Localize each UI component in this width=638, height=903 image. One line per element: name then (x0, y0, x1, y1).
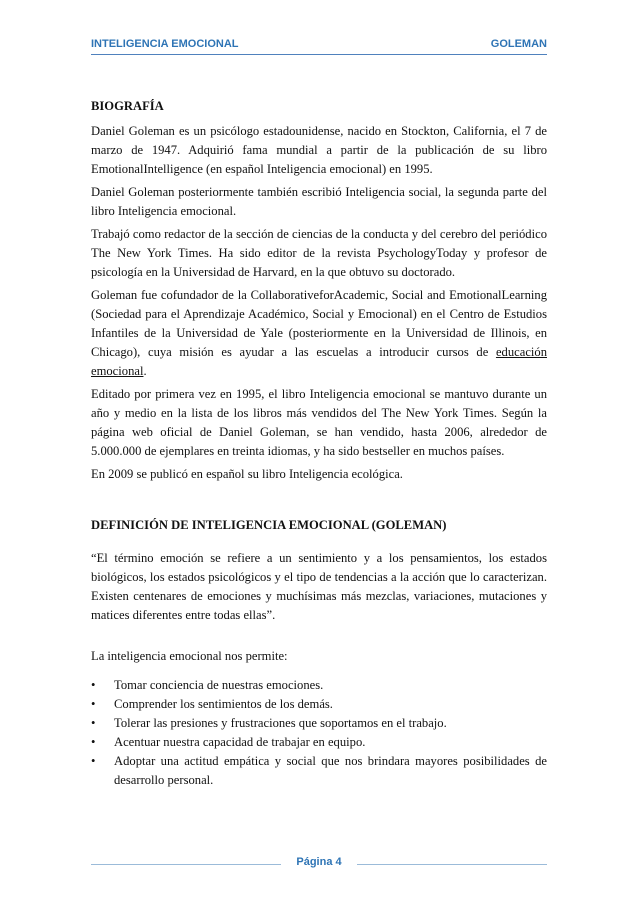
bio-paragraph-4 (91, 286, 547, 381)
list-item: • Comprender los sentimientos de los demás. (91, 695, 547, 714)
list-item: • Tomar conciencia de nuestras emociones. (91, 676, 547, 695)
abilities-list (91, 676, 547, 790)
bio-paragraph-6: En 2009 se publicó en español su libro Inteligencia ecológica. (91, 467, 403, 481)
bullet-icon: • (91, 697, 96, 711)
bullet-icon: • (91, 754, 96, 768)
emotional-education-link[interactable]: educación emocional (91, 345, 547, 378)
bullet-icon: • (91, 678, 96, 692)
page-content (91, 97, 547, 790)
bio-paragraph-2: Daniel Goleman posteriormente también escribió Inteligencia social, la segunda parte del libro Inteligencia emocional. (91, 185, 547, 218)
bio-paragraph-3: Trabajó como redactor de la sección de ciencias de la conducta y del cerebro del periódico The New York Times. Ha sido editor de la revista PsychologyToday y profesor de psicología en la Universidad de Harvard, en la que obtuvo su doctorado. (91, 227, 547, 279)
page-header (91, 36, 547, 55)
biography-heading: BIOGRAFÍA (91, 99, 164, 113)
definition-heading: DEFINICIÓN DE INTELIGENCIA EMOCIONAL (GOLEMAN) (91, 518, 447, 532)
page-number: Página 4 (296, 856, 342, 868)
list-item: • Tolerar las presiones y frustraciones que soportamos en el trabajo. (91, 714, 547, 733)
definition-quote: “El término emoción se refiere a un sentimiento y a los pensamientos, los estados biológicos, los estados psicológicos y el tipo de tendencias a la acción que lo caracterizan. Existen centenares de emociones y muchísimas más mezclas, variaciones, mutaciones y matices diferentes entre todas ellas”. (91, 551, 547, 622)
abilities-intro: La inteligencia emocional nos permite: (91, 649, 288, 663)
list-item: • Acentuar nuestra capacidad de trabajar en equipo. (91, 733, 547, 752)
bio-paragraph-5: Editado por primera vez en 1995, el libro Inteligencia emocional se mantuvo durante un año y medio en la lista de los libros más vendidos del The New York Times. Según la página web oficial de Daniel Goleman, se han vendido, hasta 2006, alrededor de 5.000.000 de ejemplares en treinta idiomas, y ha sido bestseller en muchos países. (91, 387, 547, 458)
bio-paragraph-1: Daniel Goleman es un psicólogo estadounidense, nacido en Stockton, California, el 7 de marzo de 1947. Adquirió fama mundial a partir de la publicación de su libro EmotionalIntelligence (en español Inteligencia emocional) en 1995. (91, 124, 547, 176)
bio-paragraph-4-end: . (143, 364, 147, 378)
header-title: INTELIGENCIA EMOCIONAL (91, 38, 239, 50)
bullet-icon: • (91, 716, 96, 730)
header-author: GOLEMAN (490, 38, 547, 50)
bio-paragraph-4-text: Goleman fue cofundador de la CollaborativeforAcademic, Social and EmotionalLearning (Sociedad para el Aprendizaje Académico, Social y Emocional) en el Centro de Estudios Infantiles de la Universidad de Yale (posteriormente en la Universidad de Illinois, en Chicago), cuya misión es ayudar a las escuelas a introducir cursos de (91, 288, 547, 359)
bullet-icon: • (91, 735, 96, 749)
list-item: • Adoptar una actitud empática y social que nos brindara mayores posibilidades de desarrollo personal. (91, 754, 547, 787)
page-footer (91, 856, 547, 876)
